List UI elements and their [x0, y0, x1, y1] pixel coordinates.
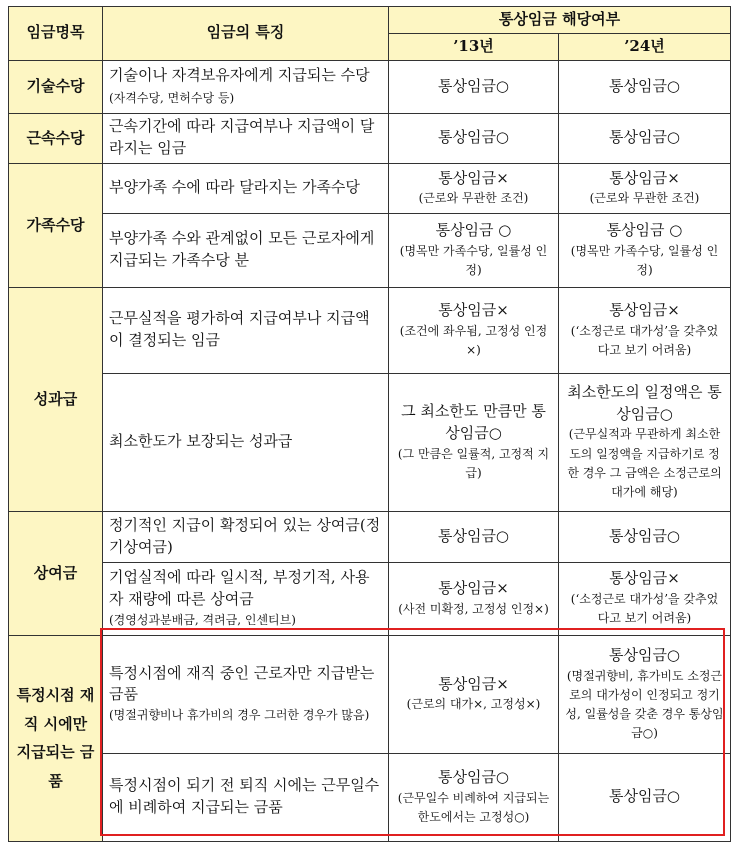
status-main: 통상임금○ — [608, 645, 681, 664]
status-2013: 통상임금○ — [389, 113, 559, 163]
feature-text: 정기적인 지급이 확정되어 있는 상여금(정기상여금) — [103, 511, 389, 562]
feature-note: (경영성과분배금, 격려금, 인센티브) — [109, 612, 296, 627]
status-2024 — [559, 287, 731, 373]
status-2024 — [559, 635, 731, 753]
status-main: 최소한도의 일정액은 통상임금○ — [567, 382, 722, 423]
feature-cell — [103, 562, 389, 635]
status-2024 — [559, 373, 731, 511]
wage-name-performance: 성과급 — [9, 287, 103, 511]
status-main: 통상임금× — [609, 300, 680, 319]
table-row — [9, 163, 731, 213]
table-row — [9, 113, 731, 163]
feature-text: 부양가족 수와 관계없이 모든 근로자에게 지급되는 가족수당 분 — [103, 213, 389, 287]
status-note: (근로의 대가×, 고정성×) — [406, 697, 541, 712]
status-2024 — [559, 562, 731, 635]
feature-text: 기술이나 자격보유자에게 지급되는 수당 — [109, 65, 370, 84]
status-note: (명목만 가족수당, 일률성 인정) — [570, 243, 719, 277]
feature-text: 근속기간에 따라 지급여부나 지급액이 달라지는 임금 — [103, 113, 389, 163]
status-note: (사전 미확정, 고정성 인정×) — [398, 601, 549, 616]
wage-name-bonus: 상여금 — [9, 511, 103, 635]
wage-comparison-table-wrapper — [8, 6, 731, 842]
status-main: 통상임금× — [438, 300, 509, 319]
feature-text: 특정시점이 되기 전 퇴직 시에는 근무일수에 비례하여 지급되는 금품 — [103, 753, 389, 841]
status-main: 통상임금 ○ — [606, 220, 683, 239]
feature-text: 최소한도가 보장되는 성과급 — [103, 373, 389, 511]
table-row — [9, 511, 731, 562]
table-row — [9, 562, 731, 635]
status-2013: 통상임금○ — [389, 511, 559, 562]
status-main: 그 최소한도 만큼만 통상임금○ — [401, 402, 546, 442]
feature-text: 부양가족 수에 따라 달라지는 가족수당 — [103, 163, 389, 213]
status-main: 통상임금× — [438, 674, 509, 693]
feature-text: 기업실적에 따라 일시적, 부정기적, 사용자 재량에 따른 상여금 — [109, 568, 370, 608]
feature-text: 근무실적을 평가하여 지급여부나 지급액이 결정되는 임금 — [103, 287, 389, 373]
status-main: 통상임금× — [438, 579, 509, 598]
status-note: (조건에 좌우됨, 고정성 인정×) — [399, 323, 548, 357]
feature-cell — [103, 60, 389, 113]
wage-name-family: 가족수당 — [9, 163, 103, 287]
status-2024 — [559, 213, 731, 287]
status-2013 — [389, 213, 559, 287]
header-ordinary-wage-status: 통상임금 해당여부 — [389, 7, 731, 34]
status-note: (근로와 무관한 조건) — [589, 191, 700, 206]
status-2024: 통상임금○ — [559, 113, 731, 163]
status-2024 — [559, 163, 731, 213]
table-row — [9, 287, 731, 373]
table-row — [9, 753, 731, 841]
header-2024: ’24년 — [559, 33, 731, 60]
table-row — [9, 373, 731, 511]
status-2013 — [389, 163, 559, 213]
status-note: (명목만 가족수당, 일률성 인정) — [399, 243, 548, 277]
status-note: (‘소정근로 대가성’을 갖추었다고 보기 어려움) — [570, 592, 719, 626]
status-2013 — [389, 635, 559, 753]
status-2013 — [389, 373, 559, 511]
status-2013 — [389, 562, 559, 635]
feature-text: 특정시점에 재직 중인 근로자만 지급받는 금품 — [109, 663, 375, 704]
header-2013: ’13년 — [389, 33, 559, 60]
status-2013 — [389, 753, 559, 841]
wage-name-skill: 기술수당 — [9, 60, 103, 113]
table-row — [9, 635, 731, 753]
status-main: 통상임금 ○ — [435, 220, 512, 239]
status-main: 통상임금× — [609, 168, 680, 187]
status-note: (근무실적과 무관하게 최소한도의 일정액을 지급하기로 정한 경우 그 금액은 소정근로의 대가에 해당) — [567, 427, 722, 499]
status-main: 통상임금× — [609, 569, 680, 588]
status-main: 통상임금○ — [437, 767, 510, 786]
status-note: (그 만큼은 일률적, 고정적 지급) — [397, 446, 550, 480]
wage-name-specific-time: 특정시점 재직 시에만 지급되는 금품 — [9, 635, 103, 841]
status-main: 통상임금× — [438, 168, 509, 187]
status-note: (근무일수 비례하여 지급되는 한도에서는 고정성○) — [397, 790, 550, 824]
feature-note: (자격수당, 면허수당 등) — [109, 90, 235, 105]
status-2013: 통상임금○ — [389, 60, 559, 113]
status-2024: 통상임금○ — [559, 753, 731, 841]
header-wage-feature: 임금의 특징 — [103, 7, 389, 61]
header-wage-name: 임금명목 — [9, 7, 103, 61]
status-2024: 통상임금○ — [559, 60, 731, 113]
feature-note: (명절귀향비나 휴가비의 경우 그러한 경우가 많음) — [109, 708, 370, 723]
wage-comparison-table — [8, 6, 731, 842]
status-2024: 통상임금○ — [559, 511, 731, 562]
wage-name-seniority: 근속수당 — [9, 113, 103, 163]
status-note: (‘소정근로 대가성’을 갖추었다고 보기 어려움) — [570, 323, 719, 357]
table-row — [9, 213, 731, 287]
status-2013 — [389, 287, 559, 373]
status-note: (명절귀향비, 휴가비도 소정근로의 대가성이 인정되고 정기성, 일률성을 갖춘 경우 통상임금○) — [565, 668, 724, 741]
table-row — [9, 60, 731, 113]
feature-cell — [103, 635, 389, 753]
status-note: (근로와 무관한 조건) — [418, 191, 529, 206]
